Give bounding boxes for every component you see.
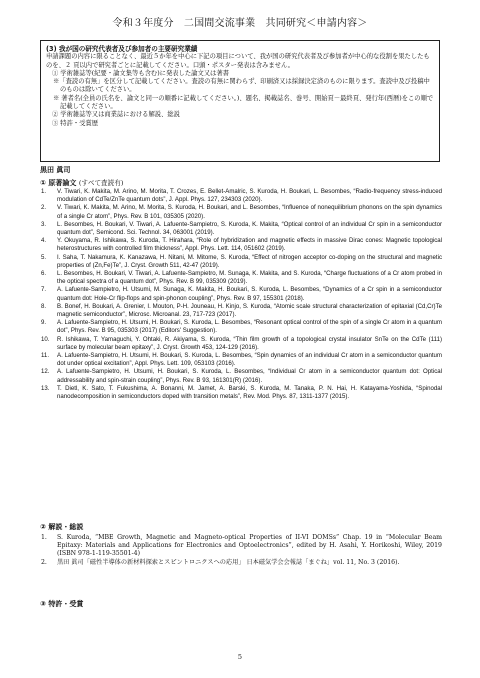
section-original-papers-label: ① 原著論文 <box>40 179 77 187</box>
section-reviews-label: ② 解説・総説 <box>40 523 84 531</box>
paper-item: 7. A. Lafuente-Sampietro, H. Utsumi, M. Sunaga, K. Makita, H. Boukari, S. Kuroda, L. Besombes, “Dynamics of a Cr spin in a semiconductor quantum dot: Hole-Cr flip-flops and spin-phonon coupling”, Phys. Rev. B 97, 155301 (2018). <box>41 286 442 302</box>
paper-item: 8. B. Bonef, H. Boukari, A. Grenier, I. Mouton, P-H. Jouneau, H. Kinjo, S. Kuroda, “Atomic scale structural characterization of epitaxial (Cd,Cr)Te magnetic semiconductor”, Microsc. Microanal. 23, 717-723 (2017). <box>41 302 442 319</box>
paper-item: 3. L. Besombes, H. Boukari, V. Tiwari, A. Lafuente-Sampietro, S. Kuroda, K. Makita, “Optical control of an individual Cr spin in a semiconductor quantum dot”, Semicond. Sci. Technol. 34, 063001 (2019). <box>41 220 442 237</box>
review-item: 2. 黒田 眞司「磁性半導体の新材料探索とスピントロニクスへの応用」 日本磁気学会会報誌「まぐね」vol. 11, No. 3 (2016). <box>41 558 400 566</box>
box-note-1: ※「査読の有無」を区分して記載してください。査読の有無に関わらず、印刷済又は採録決定済のものに限ります。査読中及び投稿中のものは除いてください。 <box>53 78 430 94</box>
section-patents-awards-label: ③ 特許・受賞 <box>40 600 84 608</box>
instructions-box <box>40 40 440 162</box>
box-note-2: ※ 著者名(全員の氏名を、論文と同一の順番に記載してください。)、題名、掲載誌名、巻号、開始頁－最終頁、発行年(西暦)をこの順で記載してください。 <box>53 94 434 111</box>
paper-item: 9. A. Lafuente-Sampietro, H. Utsumi, H. Boukari, S. Kuroda, L. Besombes, “Resonant optical control of the spin of a single Cr atom in a quantum dot”, Phys. Rev. B 95, 035303 (2017) (Editors' Suggestion). <box>41 319 442 335</box>
page-number: 5 <box>237 653 243 661</box>
box-heading: (3) 我が国の研究代表者及び参加者の主要研究業績 <box>46 45 198 53</box>
box-intro: 申請課題の内容に限ることなく、最近５か年を中心に下記の項目について、我が国の研究代表者及び参加者が中心的な役割を果たしたものを、２ 頁以内で研究者ごとに記載してください。口頭・ポスター発表は含みません。 <box>46 53 430 69</box>
author-name: 黒田 眞司 <box>40 166 71 174</box>
paper-item: 6. L. Besombes, H. Boukari, V. Tiwari, A. Lafuente-Sampietro, M. Sunaga, K. Makita, and S. Kuroda, “Charge fluctuations of a Cr atom probed in the optical spectra of a quantum dot”, Phys. Rev. B 99, 035309 (2019). <box>41 270 442 286</box>
section-original-papers-note: (すべて査読有) <box>78 179 124 187</box>
section-patents-awards <box>40 599 83 609</box>
paper-item: 5. I. Saha, T. Nakamura, K. Kanazawa, H. Nitani, M. Mitome, S. Kuroda, “Effect of nitrogen acceptor co-doping on the structural and magnetic properties of (Zn,Fe)Te”, J. Cryst. Growth 511, 42-47 (2019). <box>41 253 442 269</box>
paper-item: 10. R. Ishikawa, T. Yamaguchi, Y. Ohtaki, R. Akiyama, S. Kuroda, “Thin film growth of a topological crystal insulator SnTe on the CdTe (111) surface by molecular beam epitaxy”, J. Cryst. Growth 453, 124-129 (2016). <box>41 335 442 351</box>
section-original-papers <box>40 177 123 188</box>
review-item: 1. S. Kuroda, “MBE Growth, Magnetic and Magneto-optical Properties of II-VI DOMSs” Chap. 19 in “Molecular Beam Epitaxy: Materials and Applications for Electronics and Optoelectronics”, edited by H. Asahi, Y. Horikoshi, Wiley, 2019 (ISBN 978-1-119-35501-4) <box>41 534 442 558</box>
paper-item: 12. A. Lafuente-Sampietro, H. Utsumi, H. Boukari, S. Kuroda, L. Besombes, “Individual Cr atom in a semiconductor quantum dot: Optical addressability and spin-strain coupling”, Phys. Rev. B 93, 161301(R) (2016). <box>41 368 442 384</box>
box-item-1: ① 学術雑誌等(紀要・論文集等も含む)に発表した論文又は著書 <box>52 69 229 77</box>
page-title: 令和３年度分 二国間交流事業 共同研究＜申請内容＞ <box>112 18 368 29</box>
section-reviews <box>40 522 83 532</box>
paper-item: 13. T. Dietl, K. Sato, T. Fukushima, A. Bonanni, M. Jamet, A. Barski, S. Kuroda, M. Tanaka, P. N. Hai, H. Katayama-Yoshida, “Spinodal nanodecomposition in semiconductors doped with transition metals”, Rev. Mod. Phys. 87, 1311-1377 (2015). <box>41 384 442 401</box>
reviews-list <box>40 534 442 567</box>
paper-item: 11. A. Lafuente-Sampietro, H. Utsumi, H. Boukari, S. Kuroda, L. Besombes, “Spin dynamics of an individual Cr atom in a semiconductor quantum dot under optical excitation”, Appl. Phys. Lett. 109, 053103 (2016). <box>41 352 442 368</box>
paper-item: 2. V. Tiwari, K. Makita, M. Arino, M. Morita, S. Kuroda, H. Boukari, and L. Besombes, “Influence of nonequilibrium phonons on the spin dynamics of a single Cr atom”, Phys. Rev. B 101, 035305 (2020). <box>41 204 442 220</box>
box-item-3: ③ 特許・受賞歴 <box>52 119 99 127</box>
paper-item: 1. V. Tiwari, K. Makita, M. Arino, M. Morita, T. Crozes, E. Bellet-Amalric, S. Kuroda, H. Boukari, L. Besombes, “Radio-frequency stress-induced modulation of CdTe/ZnTe quantum dots”, J. Appl. Phys. 127, 234303 (2020). <box>41 188 442 204</box>
box-item-2: ② 学術雑誌等又は商業誌における解説、総説 <box>52 111 180 119</box>
paper-item: 4. Y. Okuyama, R. Ishikawa, S. Kuroda, T. Hirahara, “Role of hybridization and magnetic effects in massive Dirac cones: Magnetic topological heterostructures with controlled film thickness”, Appl. Phys. Lett. 114, 051602 (2019). <box>41 237 442 253</box>
papers-list <box>40 188 442 401</box>
